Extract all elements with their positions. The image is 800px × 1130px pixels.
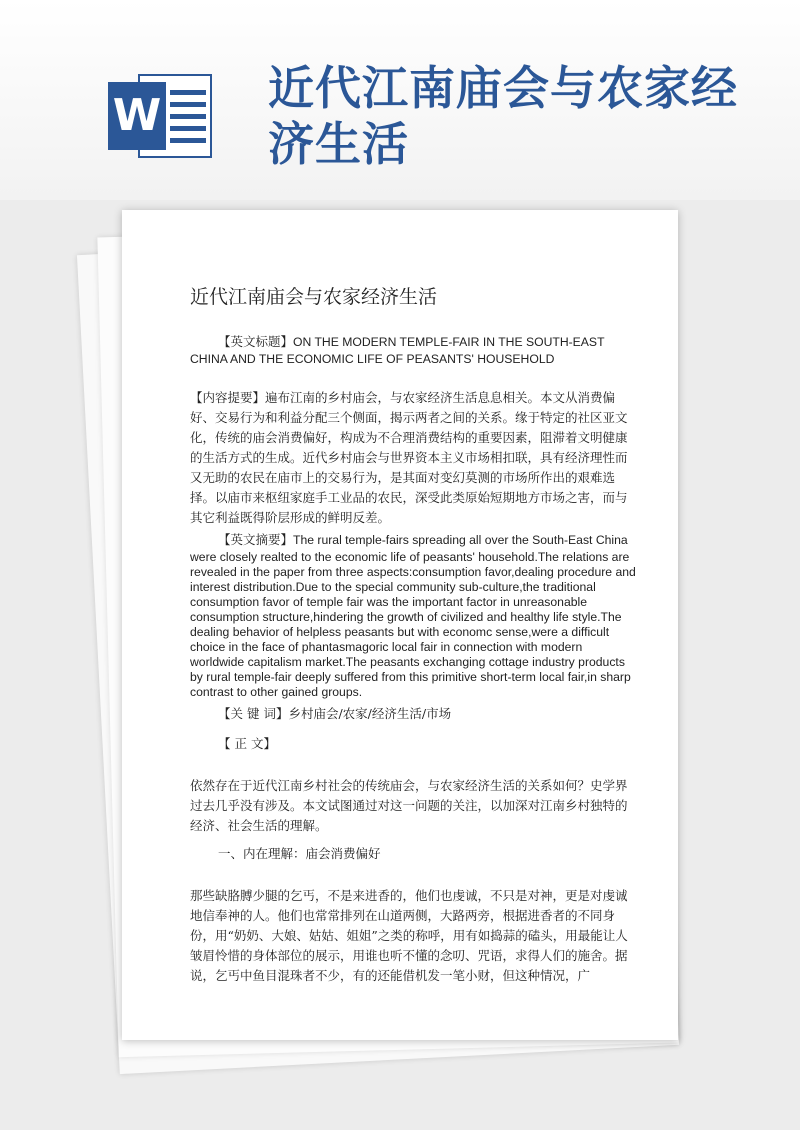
section-heading: 一、内在理解：庙会消费偏好 [218, 846, 381, 861]
banner-title: 近代江南庙会与农家经济生活 [268, 61, 738, 171]
section-paragraph: 那些缺胳膊少腿的乞丐，不是来进香的，他们也虔诚，不只是对神，更是对虔诚地信奉神的人。他们也常常排列在山道两侧，大路两旁，根据进香者的不同身份，用“奶奶、大娘、姑姑、姐姐”之类的称呼，用有如捣蒜的磕头，用最能让人皱眉怜惜的身体部位的展示，用谁也听不懂的念叨、咒语，求得人们的施舍。据说，乞丐中鱼目混珠者不少，有的还能借机发一笔小财，但这种情况，广 [190, 888, 628, 983]
word-letter: W [108, 82, 166, 150]
keywords-paragraph [190, 704, 636, 724]
abstract-paragraph [190, 388, 636, 528]
abstract-label: 【内容提要】 [190, 390, 266, 405]
keywords-label: 【关 键 词】 [218, 706, 289, 721]
english-title-text: ON THE MODERN TEMPLE-FAIR IN THE SOUTH-EAST CHINA AND THE ECONOMIC LIFE OF PEASANTS' HOUSEHOLD [190, 335, 605, 366]
english-title-label: 【英文标题】 [218, 334, 294, 349]
english-abstract-label: 【英文摘要】 [218, 532, 294, 547]
document-page [122, 210, 678, 1040]
intro-paragraph: 依然存在于近代江南乡村社会的传统庙会，与农家经济生活的关系如何？史学界过去几乎没有涉及。本文试图通过对这一问题的关注，以加深对江南乡村独特的经济、社会生活的理解。 [190, 778, 628, 833]
english-abstract-paragraph [190, 530, 636, 700]
abstract-text: 遍布江南的乡村庙会，与农家经济生活息息相关。本文从消费偏好、交易行为和利益分配三个侧面，揭示两者之间的关系。缘于特定的社区亚文化，传统的庙会消费偏好，构成为不合理消费结构的重要因素，阻滞着文明健康的生活方式的生成。近代乡村庙会与世界资本主义市场相扣联，具有经济理性而又无助的农民在庙市上的交易行为，是其面对变幻莫测的市场所作出的艰难选择。以庙市来枢纽家庭手工业品的农民，深受此类原始短期地方市场之害，而与其它利益既得阶层形成的鲜明反差。 [190, 390, 628, 525]
banner [0, 0, 800, 200]
document-title: 近代江南庙会与农家经济生活 [190, 286, 438, 308]
word-document-icon [108, 74, 212, 158]
keywords-text: 乡村庙会/农家/经济生活/市场 [288, 706, 452, 721]
english-abstract-text: The rural temple-fairs spreading all over the South-East China were closely realted to the economic life of peasants' household.The relations are revealed in the paper from three aspects:consumption favor,dealing procedure and interest distribution.Due to the special community sub-culture,the traditional consumption favor of temple fair was the important factor in unreasonable consumption structure,hindering the growth of civilized and healthy life style.The dealing behavior of helpless peasants but with economc sense,were a difficult choice in the face of phantasmagoric local fair in connection with modern worldwide capitalism market.The peasants exchanging cottage industry products by rural temple-fair deeply suffered from this primitive short-term local fair,in sharp contrast to other gained groups. [190, 533, 636, 699]
body-label: 【 正 文】 [218, 736, 276, 751]
english-title-paragraph [190, 332, 636, 367]
